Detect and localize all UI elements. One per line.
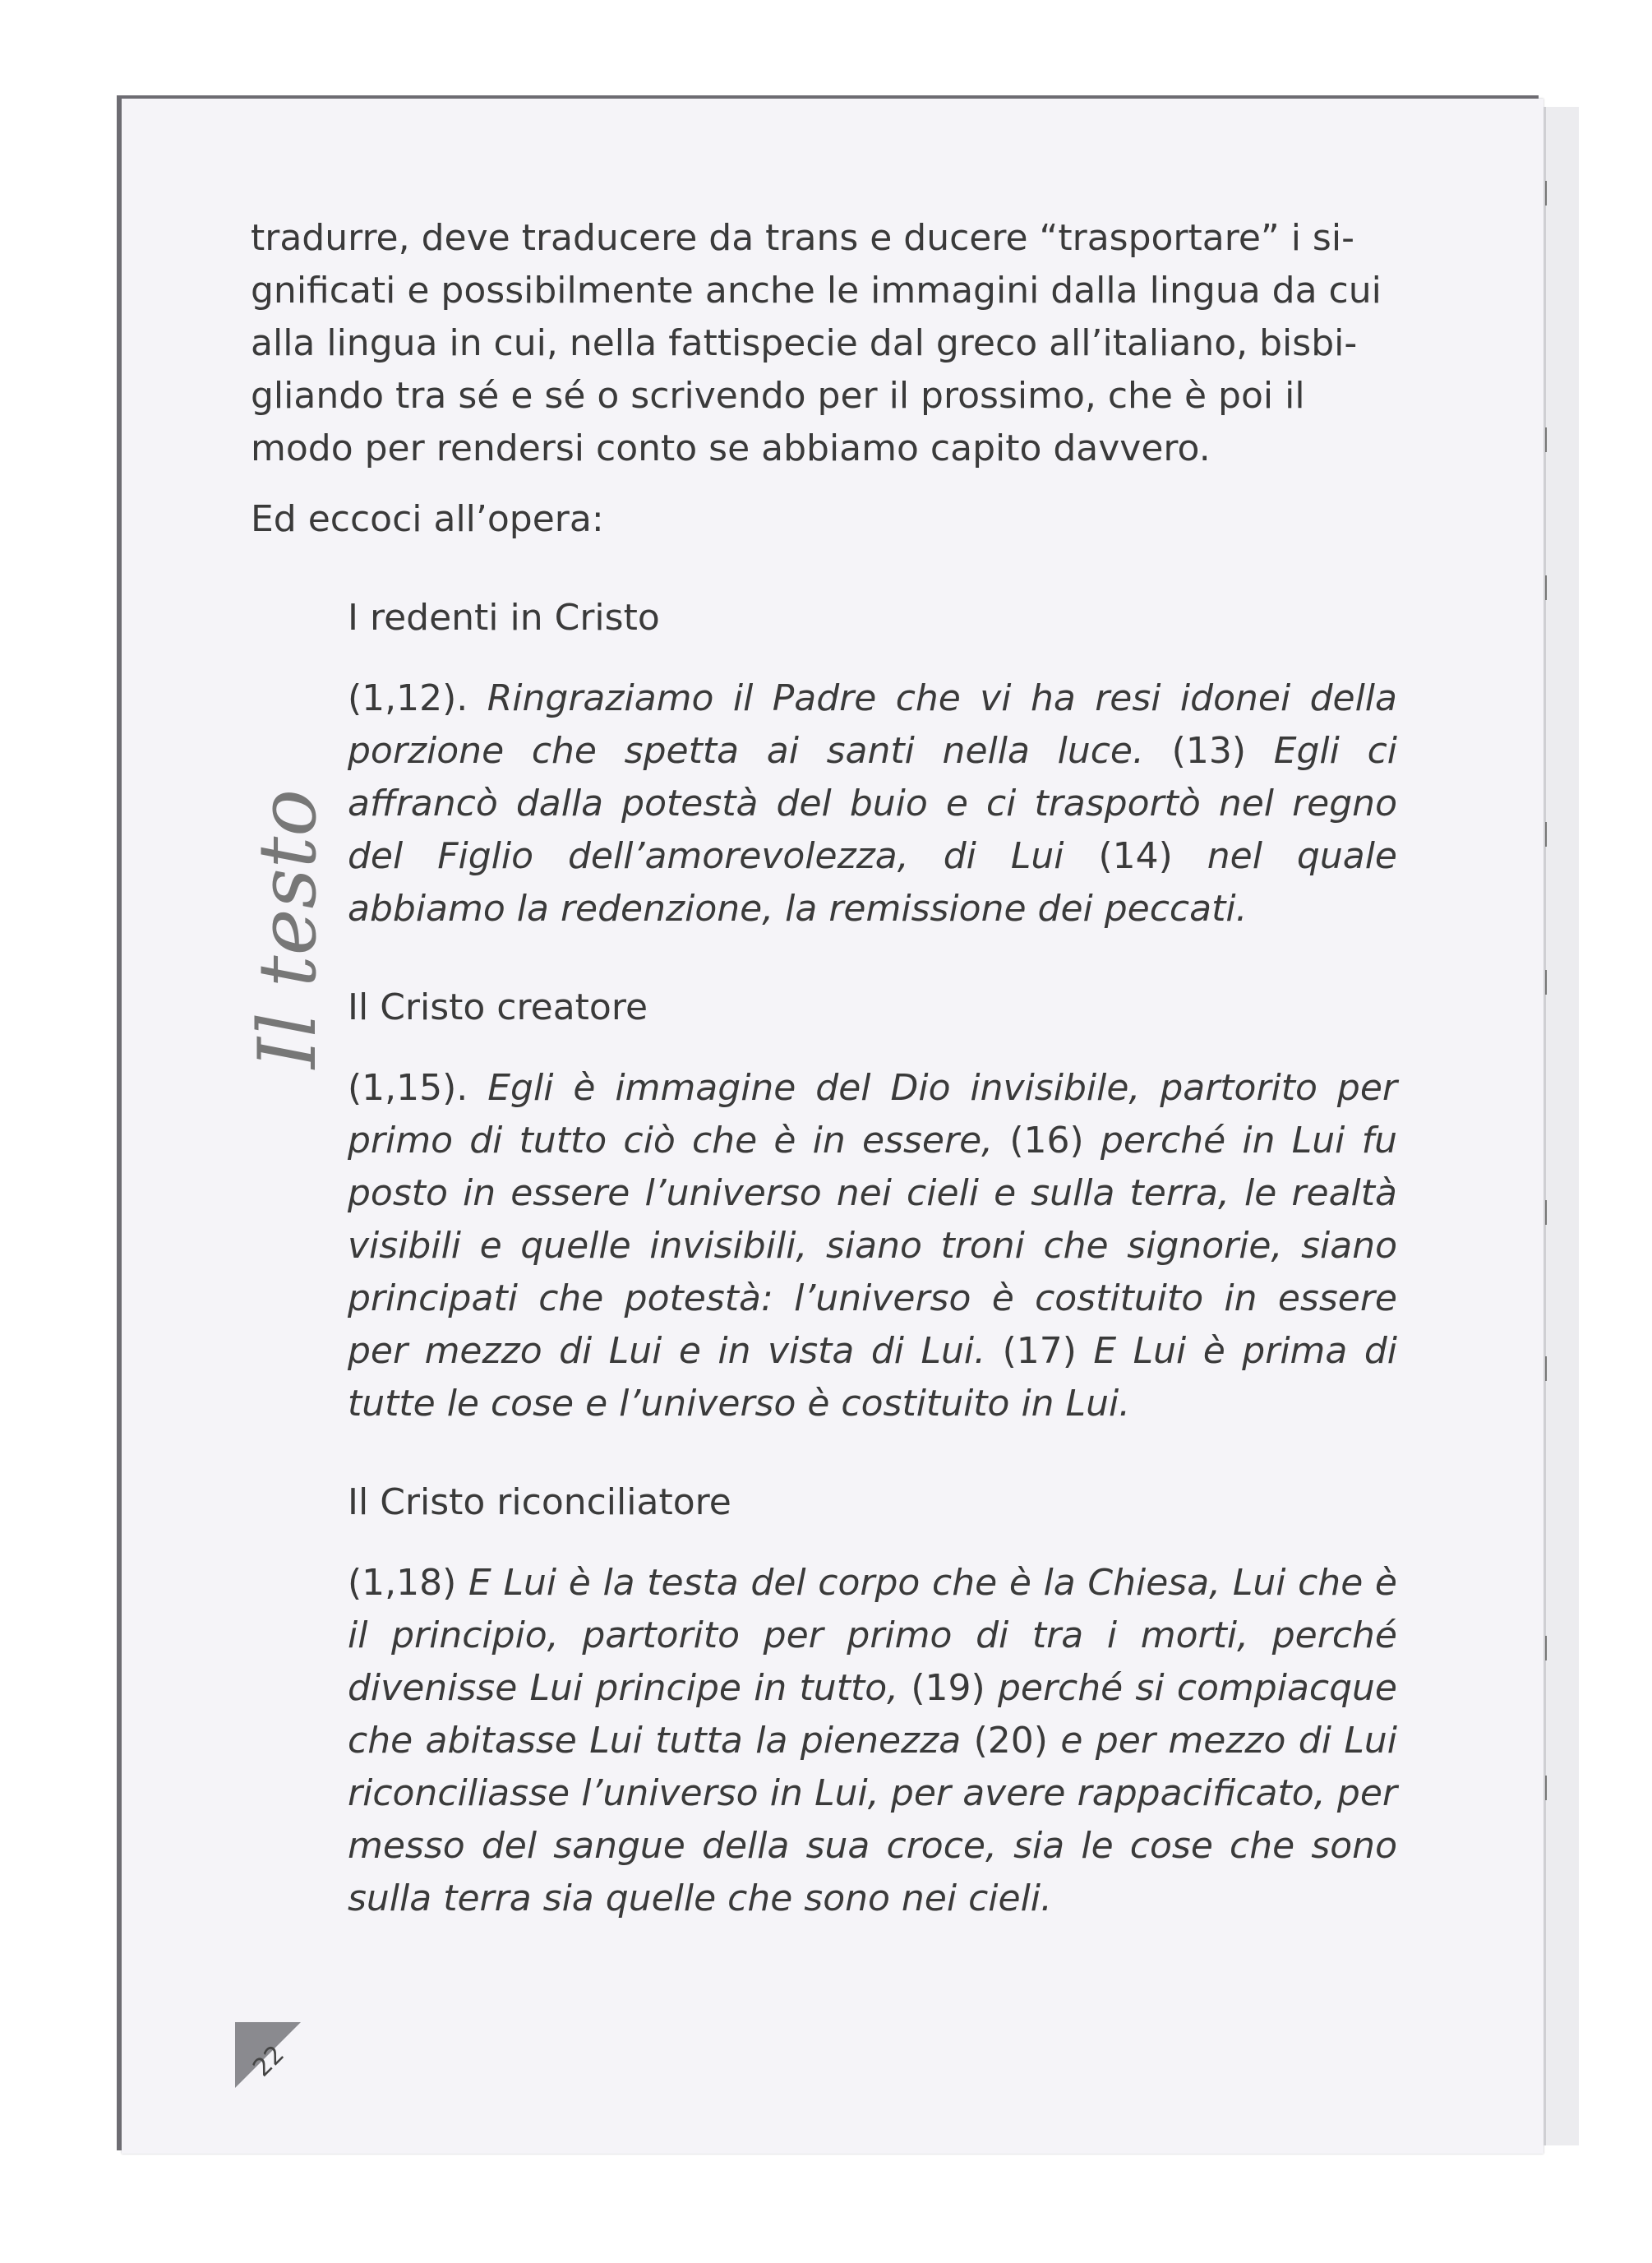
section-redeemed <box>348 592 1397 935</box>
verse-body: E Lui è la testa del corpo che è la Chiesa, Lui che è il principio, partorito per primo di tra i morti, perché divenisse Lui principe in tutto, <box>348 1562 1397 1709</box>
intro-line: tradurre, deve traducere da trans e ducere “trasportare” i si- <box>251 217 1354 259</box>
intro-line: modo per rendersi conto se abbiamo capito davvero. <box>251 427 1211 469</box>
edge-tick <box>1545 1356 1553 1381</box>
verse-ref: (16) <box>1009 1120 1084 1162</box>
verse-ref: (1,15). <box>348 1067 468 1109</box>
section-side-title: Il testo <box>242 788 334 1069</box>
verse-ref: (1,18) <box>348 1562 457 1604</box>
page-text <box>251 212 1397 1940</box>
verse-ref: (1,12). <box>348 677 468 719</box>
verse-ref: (19) <box>911 1667 985 1709</box>
verse-text <box>348 1557 1397 1925</box>
intro-paragraph <box>251 212 1397 475</box>
verse-body: nel quale abbiamo la redenzione, la remissione dei peccati. <box>348 835 1397 930</box>
section-reconciler <box>348 1476 1397 1925</box>
lead-paragraph: Ed eccoci all’opera: <box>251 498 604 540</box>
edge-tick <box>1545 822 1553 847</box>
verse-body: Egli ci affrancò dalla potestà del buio e ci trasportò nel regno del Figlio dell’amorevolezza, di Lui <box>348 730 1397 877</box>
verse-body: perché in Lui fu posto in essere l’universo nei cieli e sulla terra, le realtà visibili e quelle invisibili, siano troni che signorie, siano principati che potestà: l’universo è costituito in essere per mezzo di Lui e in vista di Lui. <box>348 1120 1397 1372</box>
verse-ref: (14) <box>1098 835 1173 877</box>
section-heading: I redenti in Cristo <box>348 597 660 639</box>
edge-tick <box>1545 970 1553 995</box>
verse-text <box>348 672 1397 935</box>
edge-tick <box>1545 1200 1553 1225</box>
edge-tick <box>1545 1776 1553 1800</box>
verse-body: Egli è immagine del Dio invisibile, partorito per primo di tutto ciò che è in essere, <box>348 1067 1397 1162</box>
page-number: 22 <box>247 2039 290 2083</box>
edge-tick <box>1545 1636 1553 1660</box>
section-creator <box>348 981 1397 1430</box>
verse-text <box>348 1062 1397 1430</box>
verse-body: e per mezzo di Lui riconciliasse l’universo in Lui, per avere rappacificato, per messo del sangue della sua croce, sia le cose che sono sulla terra sia quelle che sono nei cieli. <box>348 1720 1397 1919</box>
section-heading: Il Cristo riconciliatore <box>348 1481 731 1523</box>
verse-ref: (13) <box>1171 730 1246 772</box>
verse-ref: (17) <box>1002 1330 1077 1372</box>
edge-tick <box>1545 181 1553 206</box>
verse-body: E Lui è prima di tutte le cose e l’universo è costituito in Lui. <box>348 1330 1397 1425</box>
edge-tick <box>1545 427 1553 452</box>
intro-line: gliando tra sé e sé o scrivendo per il prossimo, che è poi il <box>251 375 1305 417</box>
verse-body: perché si compiacque che abitasse Lui tutta la pienezza <box>348 1667 1397 1762</box>
section-heading: Il Cristo creatore <box>348 986 648 1028</box>
edge-tick <box>1545 575 1553 600</box>
verse-ref: (20) <box>973 1720 1048 1762</box>
intro-line: alla lingua in cui, nella fattispecie dal greco all’italiano, bisbi- <box>251 322 1358 364</box>
intro-line: gnificati e possibilmente anche le immagini dalla lingua da cui <box>251 270 1382 312</box>
verse-body: Ringraziamo il Padre che vi ha resi idonei della porzione che spetta ai santi nella luce. <box>348 677 1397 772</box>
facing-page-edge <box>1544 107 1579 2145</box>
